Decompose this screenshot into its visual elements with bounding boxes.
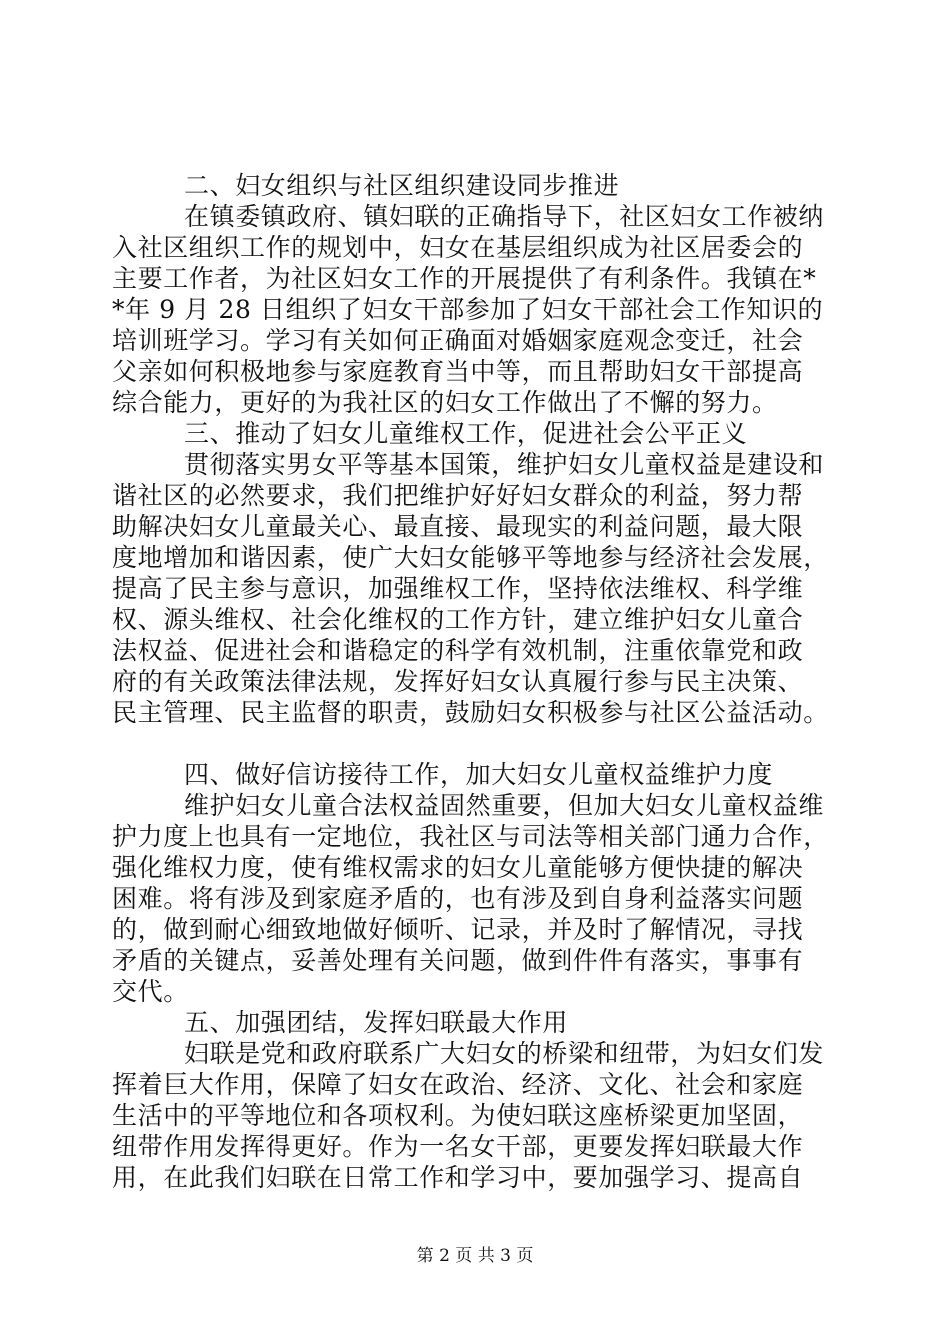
- paragraph-line: 民主管理、民主监督的职责，鼓励妇女积极参与社区公益活动。: [112, 698, 829, 727]
- section-heading: 二、妇女组织与社区组织建设同步推进: [184, 171, 620, 200]
- paragraph-line: 提高了民主参与意识，加强维权工作，坚持依法维权、科学维: [112, 574, 804, 603]
- section-heading: 五、加强团结，发挥妇联最大作用: [184, 1008, 569, 1037]
- paragraph-line: 在镇委镇政府、镇妇联的正确指导下，社区妇女工作被纳: [184, 202, 825, 231]
- paragraph-line: 谐社区的必然要求，我们把维护好好妇女群众的利益，努力帮: [112, 481, 804, 510]
- paragraph-line: 入社区组织工作的规划中，妇女在基层组织成为社区居委会的: [112, 233, 804, 262]
- paragraph-line: 用，在此我们妇联在日常工作和学习中，要加强学习、提高自: [112, 1163, 804, 1192]
- paragraph-line: 度地增加和谐因素，使广大妇女能够平等地参与经济社会发展，: [112, 543, 829, 572]
- paragraph-line: 交代。: [112, 977, 189, 1006]
- section-heading: 三、推动了妇女儿童维权工作，促进社会公平正义: [184, 419, 748, 448]
- paragraph-line: 权、源头维权、社会化维权的工作方针，建立维护妇女儿童合: [112, 605, 804, 634]
- paragraph-line: 强化维权力度，使有维权需求的妇女儿童能够方便快捷的解决: [112, 853, 804, 882]
- document-body: [112, 170, 840, 1193]
- paragraph-line: 维护妇女儿童合法权益固然重要，但加大妇女儿童权益维: [184, 791, 825, 820]
- paragraph-line: 法权益、促进社会和谐稳定的科学有效机制，注重依靠党和政: [112, 636, 804, 665]
- paragraph-line: 纽带作用发挥得更好。作为一名女干部，更要发挥妇联最大作: [112, 1132, 804, 1161]
- paragraph-line: 困难。将有涉及到家庭矛盾的，也有涉及到自身利益落实问题: [112, 884, 804, 913]
- paragraph-line: 府的有关政策法律法规，发挥好妇女认真履行参与民主决策、: [112, 667, 804, 696]
- page-number-footer: 第 2 页 共 3 页: [416, 1246, 534, 1266]
- paragraph-line: 生活中的平等地位和各项权利。为使妇联这座桥梁更加坚固，: [112, 1101, 804, 1130]
- paragraph-line: 护力度上也具有一定地位，我社区与司法等相关部门通力合作，: [112, 822, 829, 851]
- paragraph-line: 主要工作者，为社区妇女工作的开展提供了有利条件。我镇在*: [112, 264, 817, 293]
- paragraph-line: *年 9 月 28 日组织了妇女干部参加了妇女干部社会工作知识的: [112, 295, 824, 324]
- paragraph-line: 妇联是党和政府联系广大妇女的桥梁和纽带，为妇女们发: [184, 1039, 825, 1068]
- paragraph-line: 贯彻落实男女平等基本国策，维护妇女儿童权益是建设和: [184, 450, 825, 479]
- paragraph-line: 父亲如何积极地参与家庭教育当中等，而且帮助妇女干部提高: [112, 357, 804, 386]
- paragraph-gap: [112, 728, 840, 759]
- paragraph-line: 挥着巨大作用，保障了妇女在政治、经济、文化、社会和家庭: [112, 1070, 804, 1099]
- paragraph-line: 的，做到耐心细致地做好倾听、记录，并及时了解情况，寻找: [112, 915, 804, 944]
- paragraph-line: 矛盾的关键点，妥善处理有关问题，做到件件有落实，事事有: [112, 946, 804, 975]
- paragraph-line: 助解决妇女儿童最关心、最直接、最现实的利益问题，最大限: [112, 512, 804, 541]
- section-heading: 四、做好信访接待工作，加大妇女儿童权益维护力度: [184, 760, 773, 789]
- paragraph-line: 培训班学习。学习有关如何正确面对婚姻家庭观念变迁，社会: [112, 326, 804, 355]
- paragraph-line: 综合能力，更好的为我社区的妇女工作做出了不懈的努力。: [112, 388, 778, 417]
